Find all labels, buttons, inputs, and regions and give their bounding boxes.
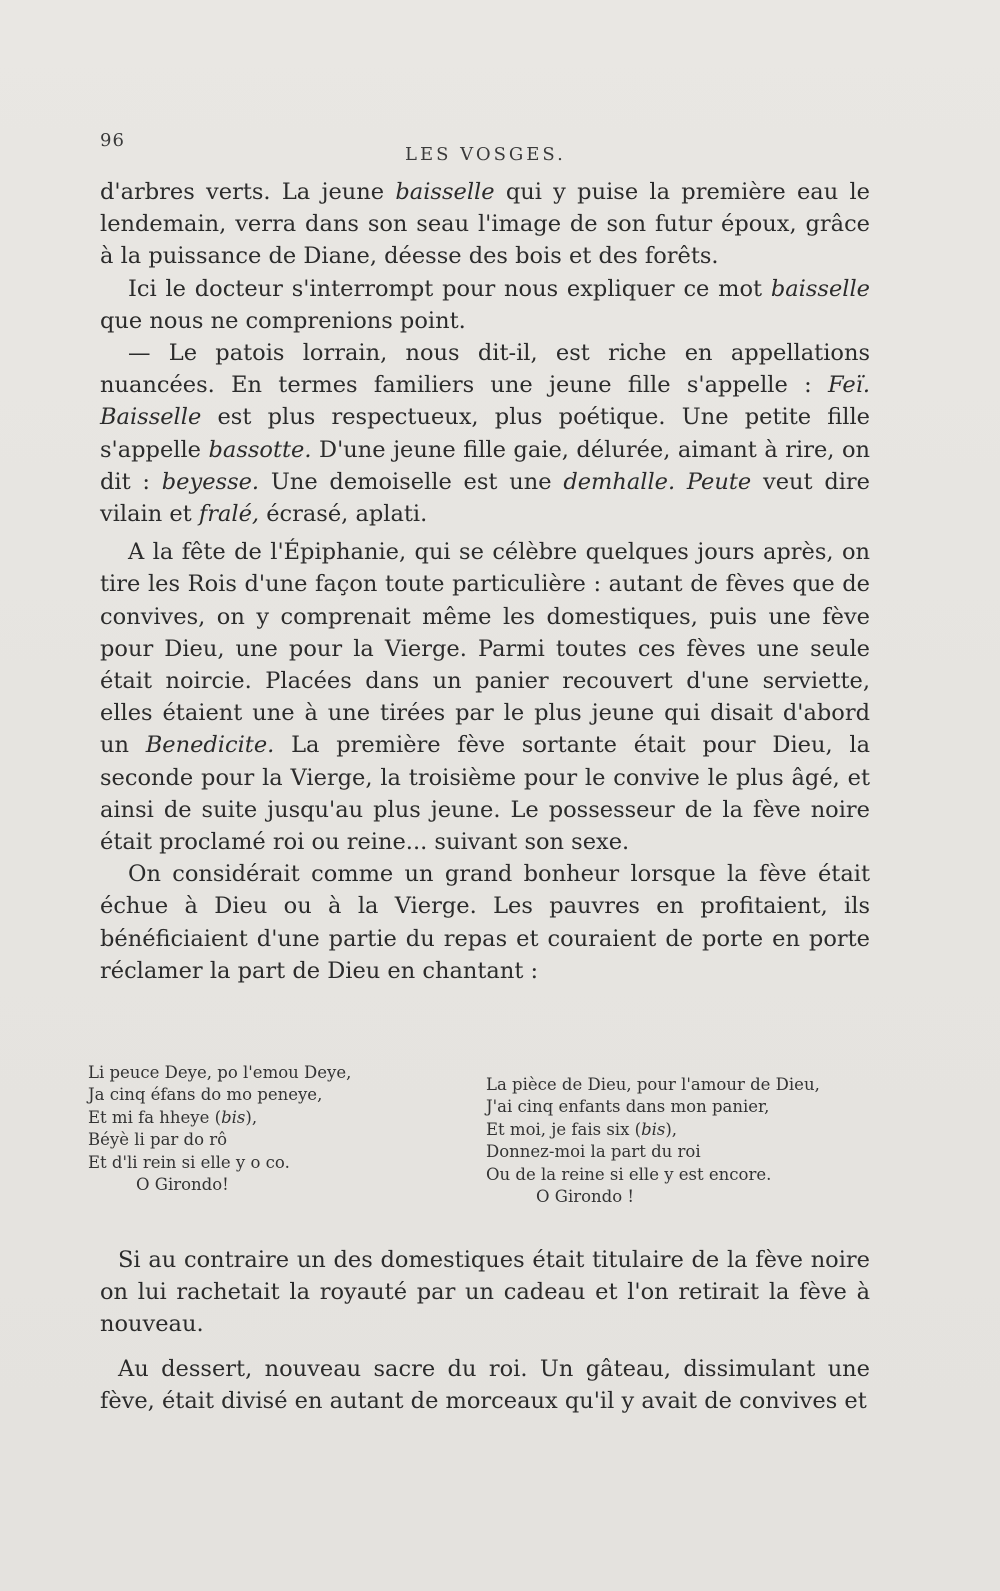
bis-mark: bis — [221, 1107, 246, 1127]
poem-line: Et mi fa hheye (bis), — [88, 1107, 258, 1127]
paragraph: A la fête de l'Épiphanie, qui se célèbre quelques jours après, on tire les Rois d'une façon toute particulière : autant de fèves que de convives, on y comprenait même les domestiques, puis une fève pour Dieu, une pour la Vierge. Parmi toutes ces fèves une seule était noircie. Placées dans un panier recouvert d'une serviette, elles étaient une à une tirées par le plus jeune qui disait d'abord un Benedicite. La première fève sortante était pour Dieu, la seconde pour la Vierge, la troisième pour le convive le plus âgé, et ainsi de suite jusqu'au plus jeune. Le possesseur de la fève noire était proclamé roi ou reine... suivant son sexe. — [100, 539, 870, 856]
poem-patois — [88, 1062, 408, 1196]
body-text — [100, 176, 870, 987]
poem-line: Ja cinq éfans do mo peneye, — [88, 1085, 323, 1105]
poem-line: Li peuce Deye, po l'emou Deye, — [88, 1063, 352, 1082]
italic-term: beyesse. — [161, 468, 260, 495]
poem-refrain: O Girondo ! — [536, 1187, 635, 1207]
poem-block — [88, 1062, 878, 1232]
page-number: 96 — [100, 130, 125, 151]
poem-line: La pièce de Dieu, pour l'amour de Dieu, — [486, 1075, 820, 1094]
lower-text — [100, 1244, 870, 1417]
paragraph: Ici le docteur s'interrompt pour nous expliquer ce mot baisselle que nous ne comprenions point. — [100, 275, 870, 334]
poem-line: Et d'li rein si elle y o co. — [88, 1152, 290, 1172]
italic-term: baisselle — [395, 179, 495, 205]
poem-line: J'ai cinq enfants dans mon panier, — [486, 1097, 770, 1117]
paragraph: Si au contraire un des domestiques était titulaire de la fève noire on lui rachetait la royauté par un cadeau et l'on retirait la fève à nouveau. — [100, 1247, 870, 1338]
poem-line: Donnez-moi la part du roi — [486, 1142, 701, 1162]
poem-french — [486, 1074, 876, 1208]
italic-term: fralé, — [198, 501, 260, 528]
paragraph: — Le patois lorrain, nous dit-il, est riche en appellations nuancées. En termes familiers une jeune fille s'appelle : Feï. Baisselle est plus respectueux, plus poétique. Une petite fille s'appelle bassotte. D'une jeune fille gaie, délurée, aimant à rire, on dit : beyesse. Une demoiselle est une demhalle. Peute veut dire vilain et fralé, écrasé, aplati. — [100, 340, 870, 528]
italic-term: bassotte. — [208, 436, 312, 463]
italic-term: baisselle — [770, 275, 870, 302]
poem-refrain: O Girondo! — [136, 1175, 229, 1195]
page-header — [100, 128, 880, 168]
running-title: LES VOSGES. — [405, 144, 566, 165]
paragraph: Au dessert, nouveau sacre du roi. Un gâteau, dissimulant une fève, était divisé en autant de morceaux qu'il y avait de convives et — [100, 1355, 870, 1414]
poem-line: Ou de la reine si elle y est encore. — [486, 1164, 772, 1184]
italic-term: Benedicite. — [145, 732, 275, 759]
paragraph: d'arbres verts. La jeune baisselle qui y puise la première eau le lendemain, verra dans son seau l'image de son futur époux, grâce à la puissance de Diane, déesse des bois et des forêts. — [100, 179, 870, 270]
paragraph: On considérait comme un grand bonheur lorsque la fève était échue à Dieu ou à la Vierge. Les pauvres en profitaient, ils bénéficiaient d'une partie du repas et couraient de porte en porte réclamer la part de Dieu en chantant : — [100, 861, 870, 984]
poem-line: Béyè li par do rô — [88, 1130, 228, 1150]
italic-term: demhalle. Peute — [563, 468, 752, 495]
bis-mark: bis — [641, 1119, 666, 1139]
italic-term: Feï. Baisselle — [100, 372, 870, 431]
poem-line: Et moi, je fais six (bis), — [486, 1119, 678, 1139]
